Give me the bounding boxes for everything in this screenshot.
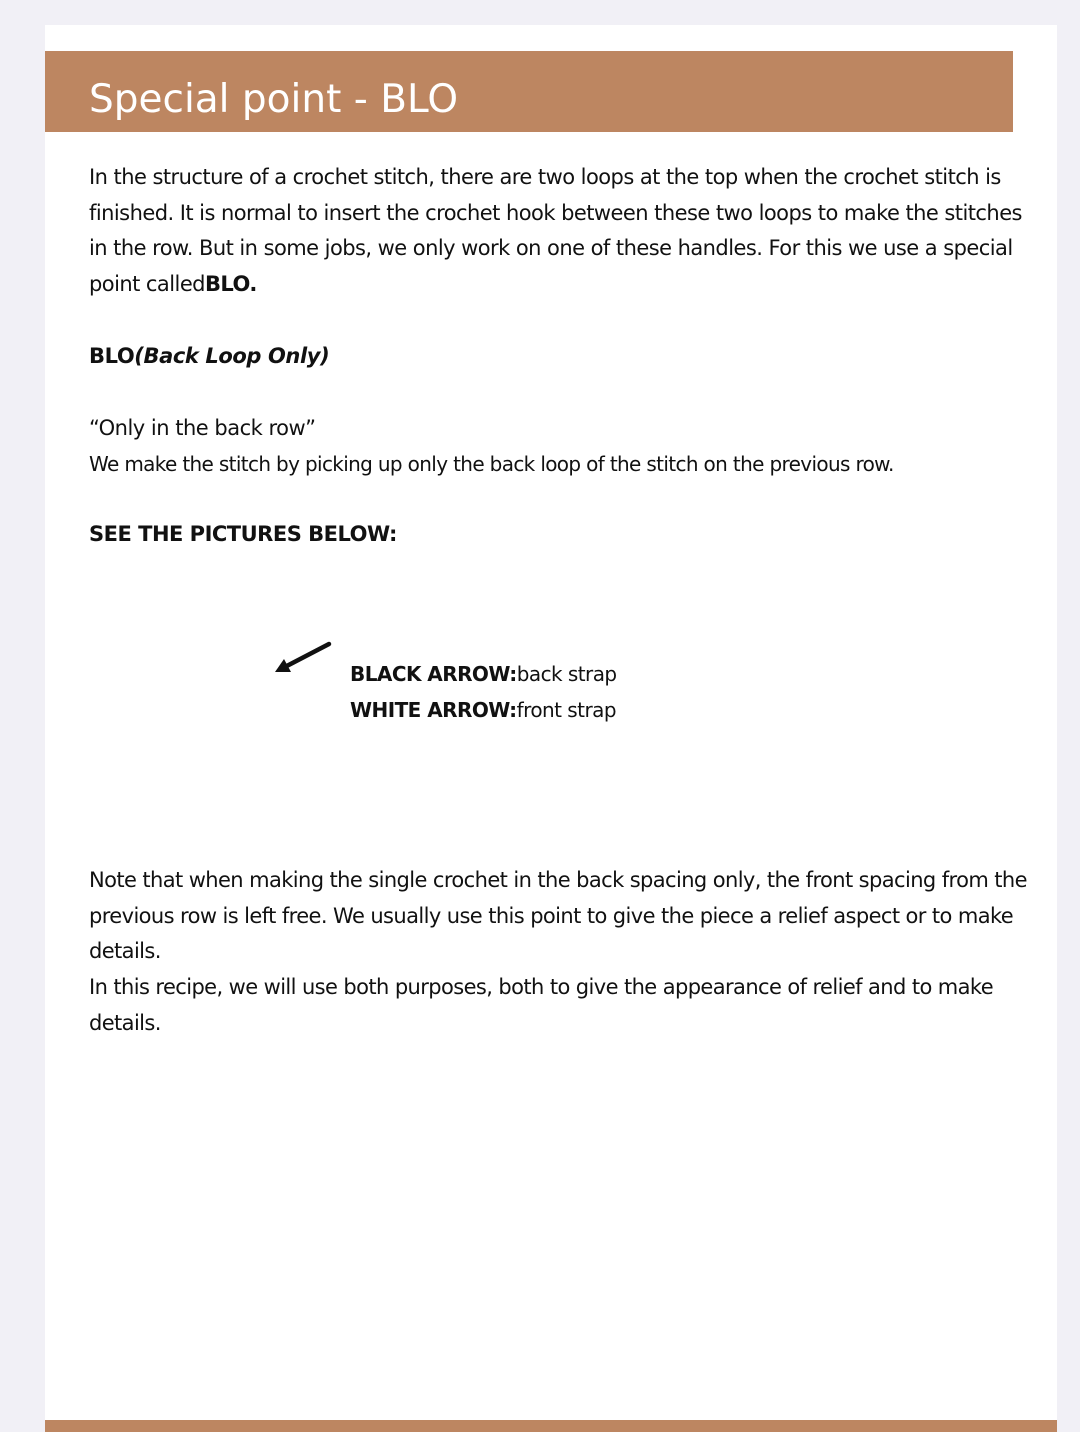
blo-heading (89, 339, 329, 374)
note-section (89, 863, 1029, 1042)
white-arrow-value: front strap (516, 697, 616, 722)
page-title: Special point - BLO (89, 77, 459, 122)
explanation-text: We make the stitch by picking up only the back loop of the stitch on the previous row. (89, 452, 894, 476)
blo-expansion: (Back Loop Only) (134, 344, 330, 368)
arrow-legend (350, 657, 617, 728)
blo-abbreviation: BLO (89, 344, 135, 368)
note-paragraph-1: Note that when making the single crochet in the back spacing only, the front spacing from the previous row is left free. We usually use this point to give the piece a relief aspect or to make details. (89, 868, 1027, 964)
intro-paragraph (89, 160, 1029, 303)
white-arrow-key: WHITE ARROW: (350, 697, 517, 722)
note-paragraph-2: In this recipe, we will use both purposes, both to give the appearance of relief and to make details. (89, 975, 994, 1035)
intro-text: In the structure of a crochet stitch, there are two loops at the top when the crochet stitch is finished. It is normal to insert the crochet hook between these two loops to make the stitches in the row. But in some jobs, we only work on one of these handles. For this we use a special point called (89, 165, 1022, 297)
black-arrow-value: back strap (516, 662, 617, 686)
black-arrow-key: BLACK ARROW: (350, 662, 517, 686)
black-arrow-icon (273, 637, 333, 679)
see-pictures-heading: SEE THE PICTURES BELOW: (89, 522, 397, 546)
intro-bold-term: BLO. (204, 272, 257, 297)
document-page (45, 25, 1057, 1432)
footer-band (45, 1420, 1057, 1432)
quote-text: “Only in the back row” (89, 416, 316, 440)
